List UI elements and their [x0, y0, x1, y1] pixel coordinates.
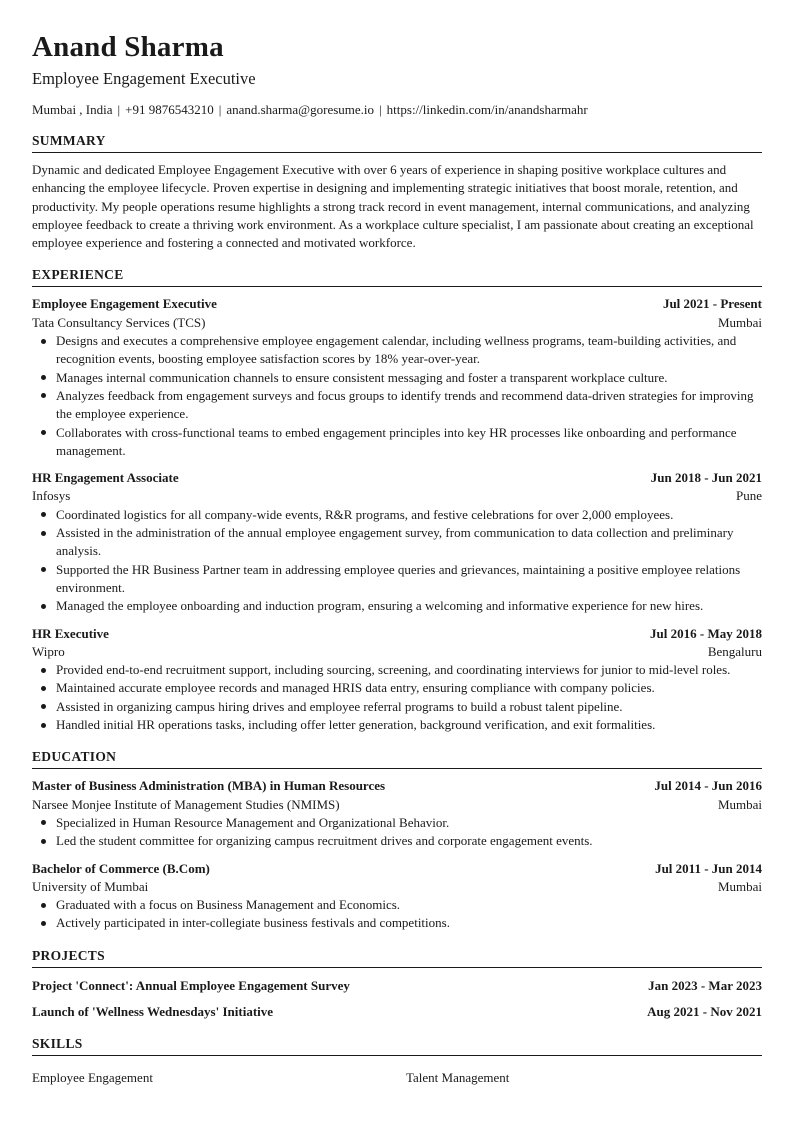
education-entry [32, 777, 762, 850]
experience-list [32, 295, 762, 734]
job-bullets [32, 661, 762, 734]
bullet-item: Handled initial HR operations tasks, including offer letter generation, background verification, and exit formalities. [56, 716, 762, 734]
degree-dates: Jul 2011 - Jun 2014 [655, 860, 762, 876]
project-entry [32, 1003, 762, 1021]
projects-list [32, 977, 762, 1022]
entry-header [32, 625, 762, 643]
entry-header [32, 860, 762, 878]
bullet-item: Actively participated in inter-collegiate business festivals and competitions. [56, 914, 762, 932]
company-name: Tata Consultancy Services (TCS) [32, 314, 206, 330]
skill-item: Talent Management [406, 1070, 510, 1086]
candidate-name: Anand Sharma [32, 31, 224, 63]
entry-subheader [32, 314, 762, 332]
company-name: Wipro [32, 643, 65, 659]
section-heading-summary: SUMMARY [32, 132, 762, 153]
bullet-item: Maintained accurate employee records and managed HRIS data entry, ensuring compliance with company policies. [56, 679, 762, 697]
project-dates: Jan 2023 - Mar 2023 [648, 977, 762, 993]
job-title: Employee Engagement Executive [32, 296, 217, 312]
education-list [32, 777, 762, 932]
experience-entry [32, 295, 762, 460]
education-bullets [32, 896, 762, 933]
contact-linkedin[interactable]: https://linkedin.com/in/anandsharmahr [386, 102, 588, 117]
bullet-item: Supported the HR Business Partner team in addressing employee queries and grievances, maintaining a positive employee relations environment. [56, 561, 762, 598]
summary-text: Dynamic and dedicated Employee Engagement Executive with over 6 years of experience in shaping positive workplace cultures and enhancing the employee lifecycle. Proven expertise in designing and implementing strategic initiatives that boost morale, retention, and productivity. My people operations resume highlights a strong track record in event management, internal communications, and analyzing employee feedback to create a thriving work environment. As a workplace culture specialist, I am passionate about creating an exceptional employee experience and fostering a connected and motivated workforce. [32, 162, 754, 251]
section-heading-skills: SKILLS [32, 1035, 762, 1056]
job-location: Pune [736, 488, 762, 504]
bullet-item: Graduated with a focus on Business Management and Economics. [56, 896, 762, 914]
entry-header [32, 295, 762, 313]
project-dates: Aug 2021 - Nov 2021 [647, 1003, 762, 1019]
job-bullets [32, 332, 762, 460]
job-dates: Jul 2021 - Present [662, 296, 762, 312]
entry-subheader [32, 643, 762, 661]
job-title: HR Engagement Associate [32, 470, 179, 486]
entry-header [32, 777, 762, 795]
section-heading-education: EDUCATION [32, 748, 762, 769]
job-dates: Jul 2016 - May 2018 [650, 625, 762, 641]
job-title: HR Executive [32, 625, 109, 641]
contact-line [32, 101, 762, 118]
job-dates: Jun 2018 - Jun 2021 [650, 470, 762, 486]
skills-list [32, 1069, 762, 1087]
school-location: Mumbai [717, 878, 762, 894]
contact-location: Mumbai , India [32, 102, 113, 117]
company-name: Infosys [32, 488, 71, 504]
bullet-item: Assisted in organizing campus hiring drives and employee referral programs to build a robust talent pipeline. [56, 698, 762, 716]
experience-entry [32, 625, 762, 735]
bullet-item: Collaborates with cross-functional teams to embed engagement principles into key HR processes like onboarding and performance management. [56, 424, 762, 461]
education-bullets [32, 814, 762, 851]
bullet-item: Analyzes feedback from engagement surveys and focus groups to identify trends and recommend data-driven strategies for improving the employee experience. [56, 387, 762, 424]
school-location: Mumbai [717, 796, 762, 812]
bullet-item: Designs and executes a comprehensive employee engagement calendar, including wellness programs, team-building activities, and recognition events, boosting employee satisfaction scores by 18% year-over-year. [56, 332, 762, 369]
bullet-item: Provided end-to-end recruitment support, including sourcing, screening, and coordinating interviews for junior to mid-level roles. [56, 661, 762, 679]
skill-item: Employee Engagement [32, 1070, 153, 1086]
bullet-item: Manages internal communication channels to ensure consistent messaging and foster a transparent workplace culture. [56, 369, 762, 387]
project-name: Launch of 'Wellness Wednesdays' Initiative [32, 1003, 274, 1019]
contact-email[interactable]: anand.sharma@goresume.io [226, 102, 375, 117]
candidate-title: Employee Engagement Executive [32, 69, 256, 88]
school-name: Narsee Monjee Institute of Management Studies (NMIMS) [32, 796, 340, 812]
contact-separator: | [218, 102, 222, 117]
job-location: Mumbai [717, 314, 762, 330]
entry-subheader [32, 487, 762, 505]
bullet-item: Managed the employee onboarding and induction program, ensuring a welcoming and informative experience for new hires. [56, 597, 762, 615]
bullet-item: Coordinated logistics for all company-wide events, R&R programs, and festive celebrations for over 2,000 employees. [56, 506, 762, 524]
experience-entry [32, 469, 762, 615]
project-entry [32, 977, 762, 995]
contact-phone[interactable]: +91 9876543210 [125, 102, 214, 117]
bullet-item: Led the student committee for organizing campus recruitment drives and corporate engagement events. [56, 832, 762, 850]
degree-dates: Jul 2014 - Jun 2016 [654, 778, 762, 794]
job-bullets [32, 506, 762, 616]
degree-name: Bachelor of Commerce (B.Com) [32, 860, 210, 876]
project-name: Project 'Connect': Annual Employee Engagement Survey [32, 977, 350, 993]
entry-header [32, 469, 762, 487]
education-entry [32, 860, 762, 933]
job-location: Bengaluru [707, 643, 762, 659]
entry-subheader [32, 796, 762, 814]
entry-subheader [32, 878, 762, 896]
contact-separator: | [379, 102, 382, 117]
bullet-item: Specialized in Human Resource Management and Organizational Behavior. [56, 814, 762, 832]
bullet-item: Assisted in the administration of the annual employee engagement survey, from communication to data collection and preliminary analysis. [56, 524, 762, 561]
section-heading-experience: EXPERIENCE [32, 266, 762, 287]
degree-name: Master of Business Administration (MBA) in Human Resources [32, 778, 386, 794]
contact-separator: | [117, 102, 121, 117]
section-heading-projects: PROJECTS [32, 947, 762, 968]
school-name: University of Mumbai [32, 878, 149, 894]
